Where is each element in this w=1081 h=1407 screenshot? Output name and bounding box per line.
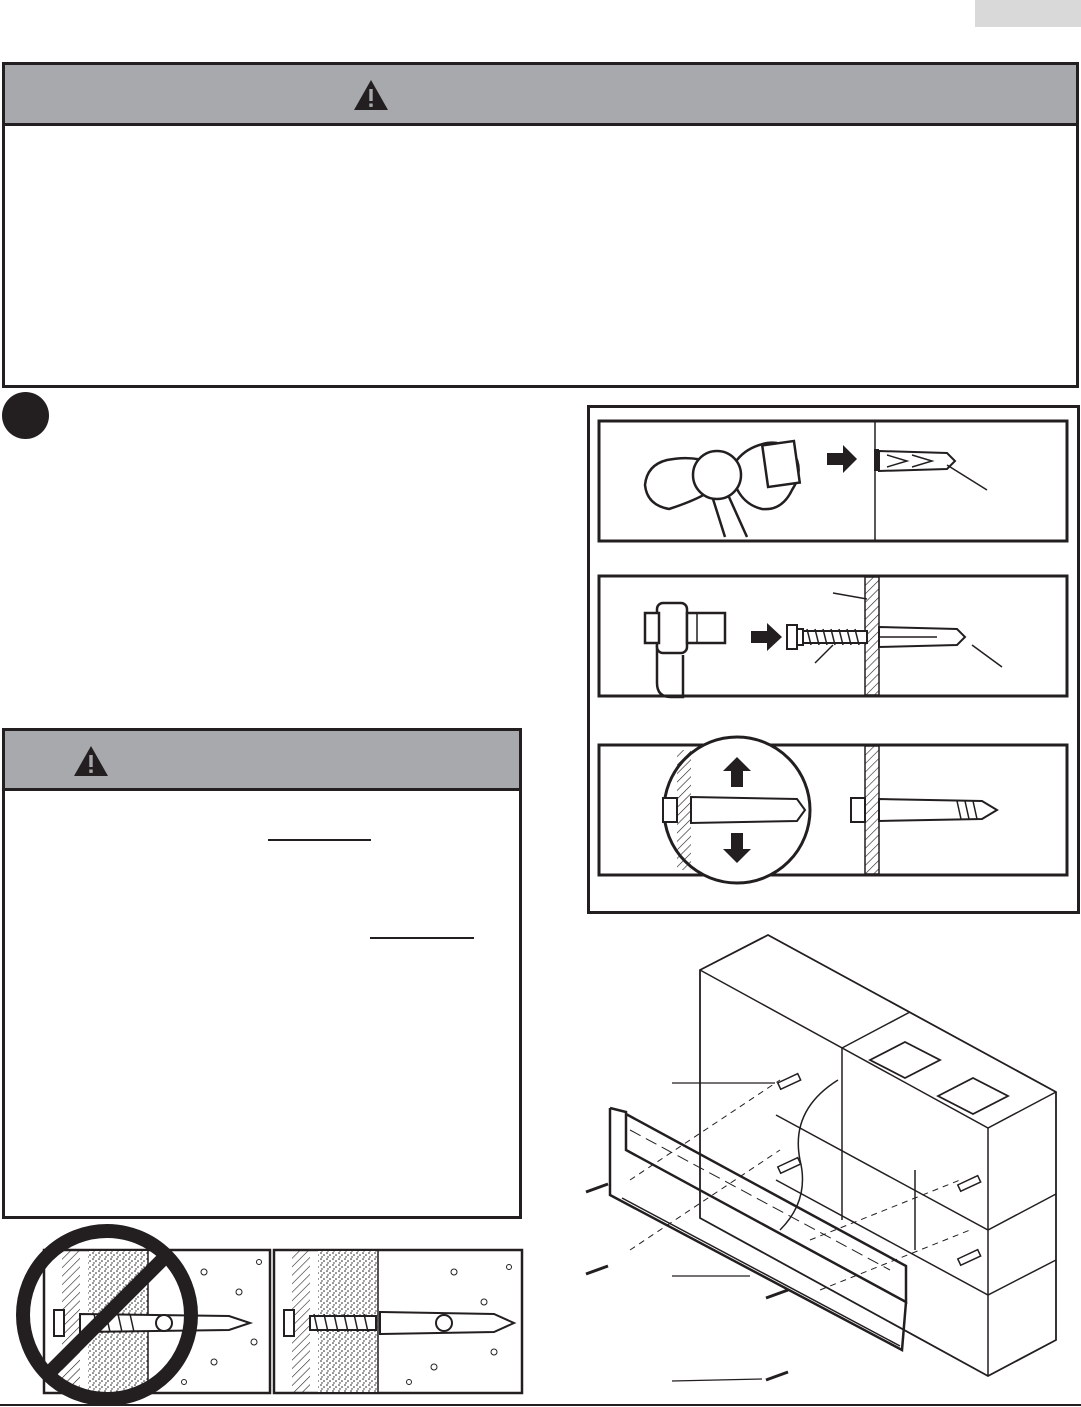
step-number-badge [2,392,49,439]
panel-expanded-anchor [599,737,1067,883]
footer-rule [0,1404,1081,1406]
page-tab [975,0,1081,27]
panel-hammer [599,421,1067,541]
panel-socket-wrench [599,576,1067,697]
warning-triangle-icon [353,79,389,111]
wrong-right-figure [14,1222,524,1407]
warning-box-mid [2,728,522,1219]
anchor-steps-figure [587,405,1081,915]
wall-mount-figure [570,930,1070,1400]
correct-install-panel [274,1250,522,1393]
underline-2 [370,937,474,939]
warning-header [5,731,519,791]
underline-1 [268,839,371,841]
warning-header [5,65,1076,126]
warning-triangle-icon [73,745,109,777]
warning-box-top [2,62,1079,388]
